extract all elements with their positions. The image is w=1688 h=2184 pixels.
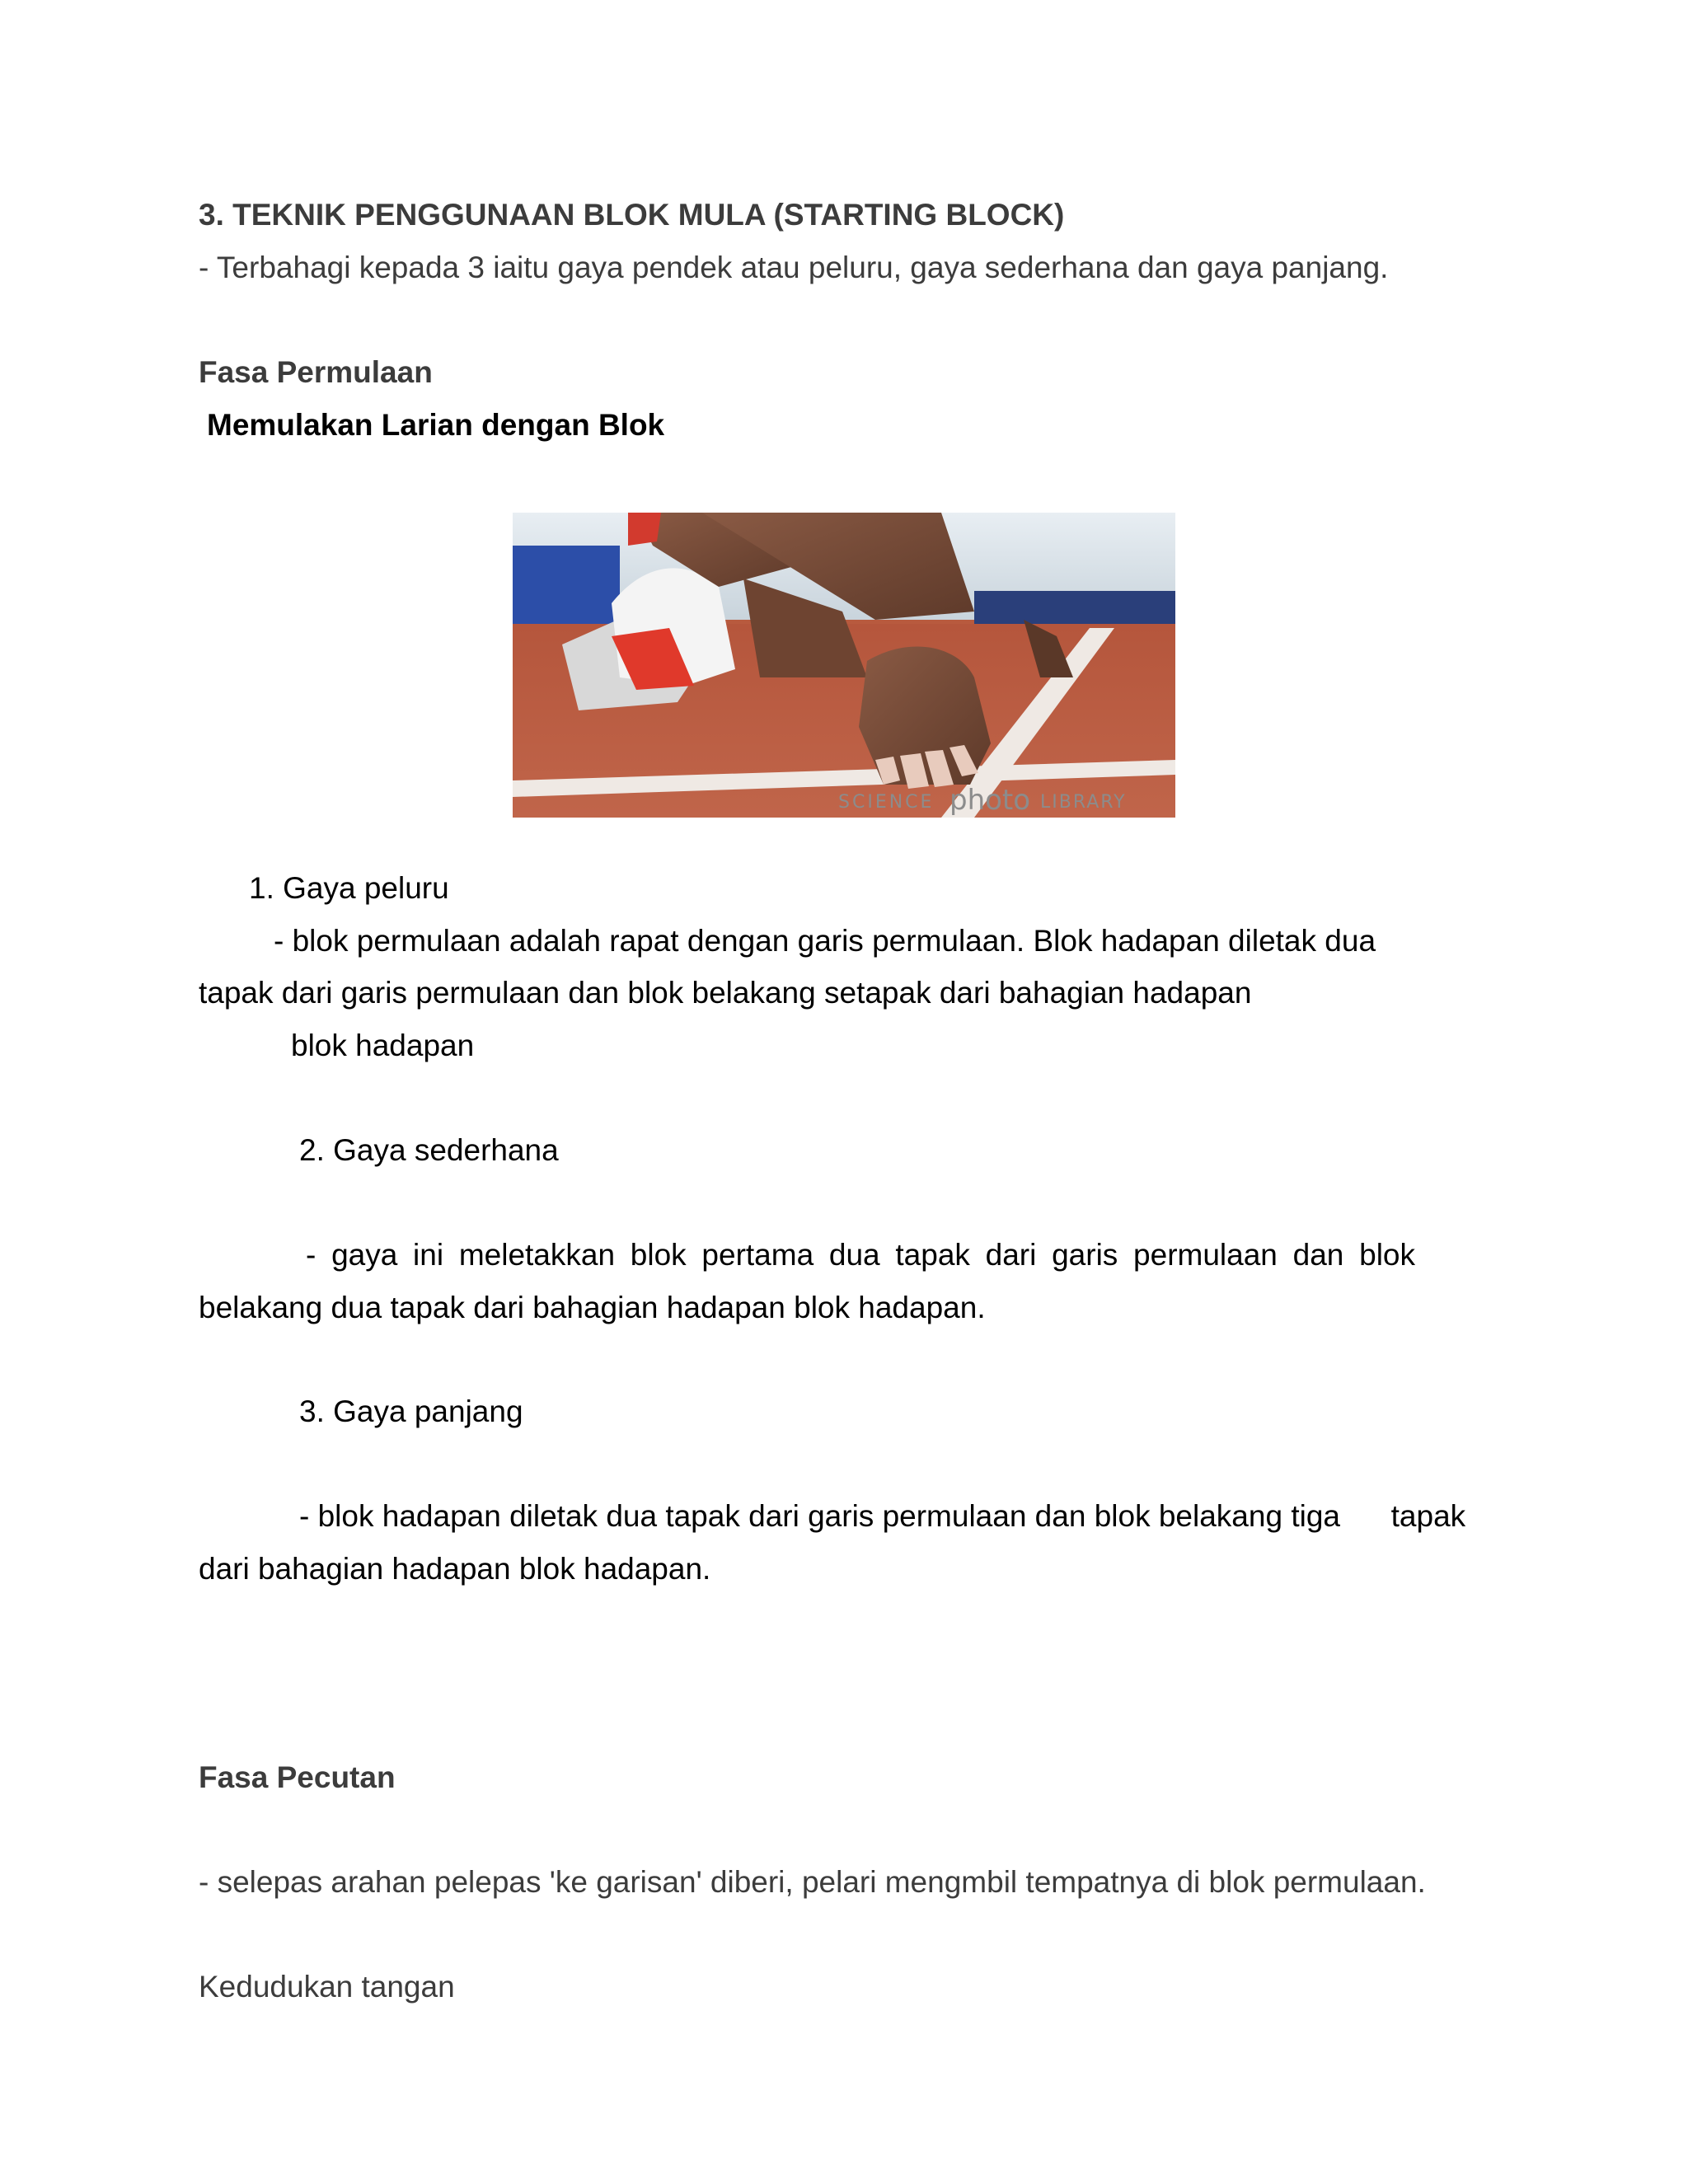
fasa-permulaan-title: Fasa Permulaan — [199, 355, 433, 389]
starting-block-photo — [513, 513, 1175, 818]
fasa-pecutan-text: - selepas arahan pelepas 'ke garisan' diberi, pelari mengmbil tempatnya di blok permulaan. — [199, 1865, 1426, 1899]
kedudukan-tangan-text: Kedudukan tangan — [199, 1970, 455, 2004]
list-item-text: - blok hadapan diletak dua tapak dari garis permulaan dan blok belakang tiga tapak — [299, 1499, 1466, 1533]
section-heading: 3. TEKNIK PENGGUNAAN BLOK MULA (STARTING BLOCK) — [199, 198, 1065, 232]
list-item-text: dari bahagian hadapan blok hadapan. — [199, 1552, 711, 1586]
list-item-text: belakang dua tapak dari bahagian hadapan blok hadapan. — [199, 1291, 986, 1324]
list-item-text: - gaya ini meletakkan blok pertama dua tapak dari garis permulaan dan blok — [306, 1238, 1415, 1272]
watermark-photo: photo — [950, 784, 1031, 817]
list-item-label: 1. Gaya peluru — [249, 871, 449, 905]
watermark-library: LIBRARY — [1040, 792, 1127, 813]
watermark-science: SCIENCE — [838, 792, 935, 813]
fasa-pecutan-title: Fasa Pecutan — [199, 1760, 396, 1794]
list-item-text: - blok permulaan adalah rapat dengan garis permulaan. Blok hadapan diletak dua — [274, 924, 1376, 958]
list-item-label: 2. Gaya sederhana — [299, 1133, 559, 1167]
fasa-permulaan-subtitle: Memulakan Larian dengan Blok — [207, 408, 665, 442]
list-item-label: 3. Gaya panjang — [299, 1394, 523, 1428]
starting-block-illustration — [513, 513, 1175, 818]
list-item-text: blok hadapan — [291, 1029, 475, 1062]
intro-text: - Terbahagi kepada 3 iaitu gaya pendek atau peluru, gaya sederhana dan gaya panjang. — [199, 251, 1389, 284]
list-item-text: tapak dari garis permulaan dan blok belakang setapak dari bahagian hadapan — [199, 976, 1252, 1010]
